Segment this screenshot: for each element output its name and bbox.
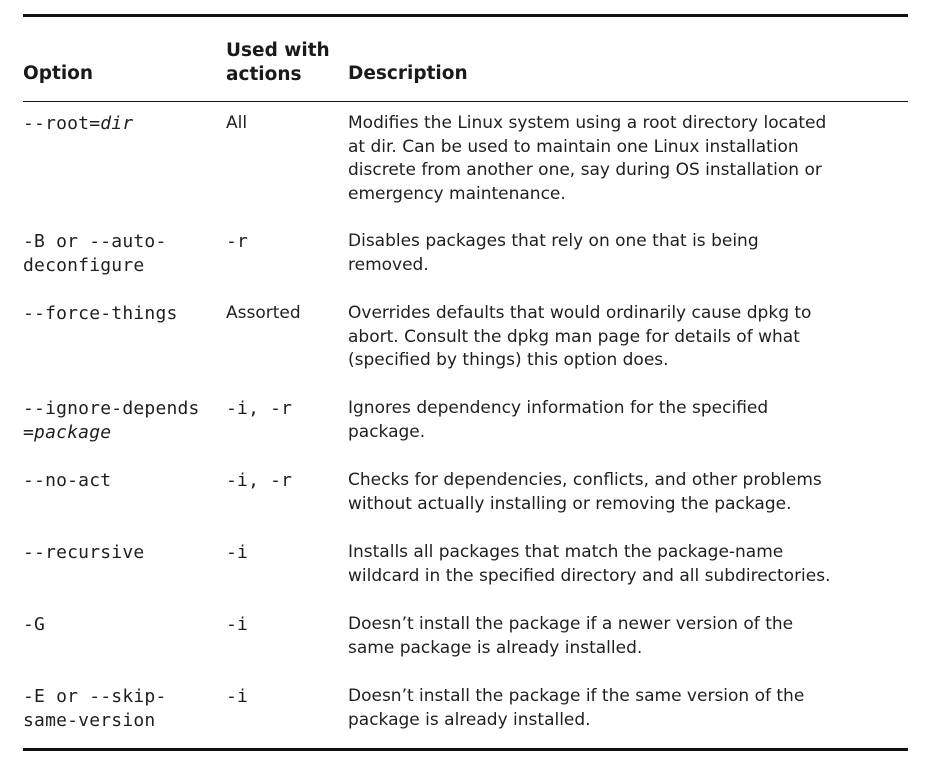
description-line: Modifies the Linux system using a root directory located (348, 113, 827, 133)
description-line: same package is already installed. (348, 637, 643, 658)
option-line: -E or --skip- (23, 686, 167, 707)
description-line: Ignores dependency information for the specified (348, 398, 769, 418)
description-line: Installs all packages that match the package-name (348, 542, 784, 562)
description-cell (348, 397, 908, 444)
option-cell (23, 302, 223, 326)
option-line: --no-act (23, 470, 112, 491)
description-line: Overrides defaults that would ordinarily cause dpkg to (348, 303, 812, 323)
description-cell (348, 469, 908, 516)
option-cell (23, 541, 223, 565)
description-line: removed. (348, 254, 429, 275)
option-line: --force-things (23, 303, 178, 324)
description-line: discrete from another one, say during OS installation or (348, 160, 822, 180)
used-with-cell: -i, -r (226, 398, 293, 419)
used-with-cell: -r (226, 231, 249, 252)
header-used-line1: Used with (226, 40, 330, 61)
description-cell (348, 230, 908, 277)
header-used-line2: actions (226, 64, 302, 85)
description-line: at dir. Can be used to maintain one Linux installation (348, 136, 799, 157)
description-line: Checks for dependencies, conflicts, and other problems (348, 470, 822, 490)
option-text: --root= (23, 113, 101, 134)
option-line: =package (23, 421, 112, 443)
option-cell (23, 469, 223, 493)
description-line: abort. Consult the dpkg man page for details of what (348, 326, 800, 347)
used-with-cell: -i, -r (226, 470, 293, 491)
description-cell (348, 541, 908, 588)
option-text-italic: dir (100, 113, 134, 134)
option-cell (23, 685, 223, 732)
description-line: Doesn’t install the package if a newer version of the (348, 614, 794, 634)
description-line: without actually installing or removing the package. (348, 493, 792, 514)
option-cell (23, 112, 223, 136)
used-with-cell: Assorted (226, 303, 301, 323)
description-line: package is already installed. (348, 709, 591, 730)
description-line: Doesn’t install the package if the same version of the (348, 686, 805, 706)
option-line: same-version (23, 709, 156, 731)
option-line: --ignore-depends (23, 398, 200, 419)
header-option: Option (23, 63, 94, 84)
description-cell (348, 302, 908, 373)
option-line: -G (23, 614, 46, 635)
option-line: deconfigure (23, 254, 145, 276)
table-top-rule (23, 14, 908, 17)
description-cell (348, 685, 908, 732)
option-cell (23, 397, 223, 444)
description-line: wildcard in the specified directory and all subdirectories. (348, 565, 831, 586)
option-line: -B or --auto- (23, 231, 167, 252)
option-cell (23, 230, 223, 277)
header-used-with-actions (226, 39, 346, 87)
description-line: (specified by things) this option does. (348, 350, 669, 370)
description-line: emergency maintenance. (348, 183, 566, 204)
option-cell (23, 613, 223, 637)
used-with-cell: -i (226, 542, 249, 563)
description-line: Disables packages that rely on one that is being (348, 231, 759, 251)
table-bottom-rule (23, 748, 908, 751)
used-with-cell: All (226, 113, 248, 133)
description-cell (348, 613, 908, 660)
used-with-cell: -i (226, 686, 249, 707)
description-cell (348, 112, 908, 206)
table-header-rule (23, 101, 908, 102)
option-line: --recursive (23, 542, 145, 563)
used-with-cell: -i (226, 614, 249, 635)
description-line: package. (348, 421, 426, 442)
header-description: Description (348, 63, 468, 84)
